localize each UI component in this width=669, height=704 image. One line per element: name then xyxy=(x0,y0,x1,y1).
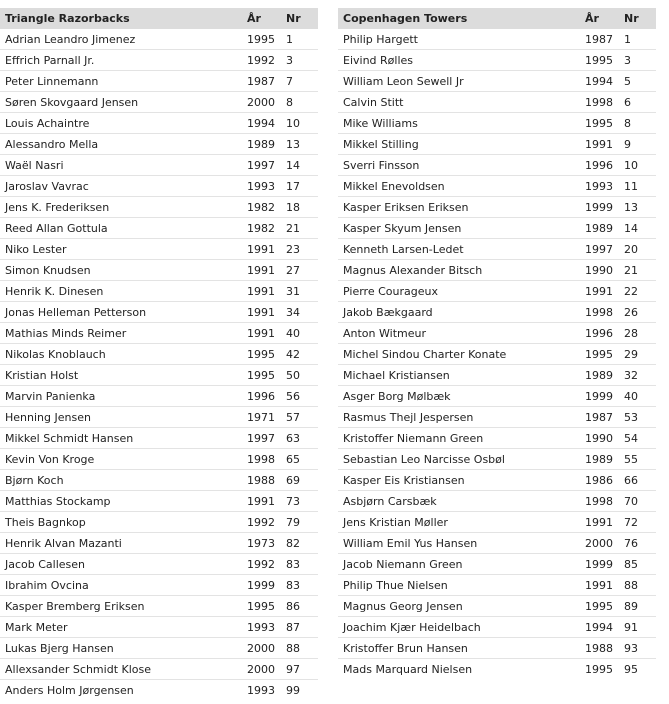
table-row xyxy=(0,365,318,386)
player-name: Nikolas Knoblauch xyxy=(0,344,242,365)
table-row xyxy=(338,407,656,428)
player-number: 40 xyxy=(281,323,318,344)
player-number: 57 xyxy=(281,407,318,428)
table-row xyxy=(338,596,656,617)
player-year: 1992 xyxy=(242,512,281,533)
table-row xyxy=(0,470,318,491)
player-year: 1995 xyxy=(242,344,281,365)
team-name-header: Triangle Razorbacks xyxy=(0,8,242,29)
player-name: Magnus Georg Jensen xyxy=(338,596,580,617)
player-name: Kristoffer Niemann Green xyxy=(338,428,580,449)
player-name: Kristoffer Brun Hansen xyxy=(338,638,580,659)
player-number: 72 xyxy=(619,512,656,533)
player-name: Magnus Alexander Bitsch xyxy=(338,260,580,281)
table-row xyxy=(338,386,656,407)
player-year: 1998 xyxy=(580,302,619,323)
player-year: 2000 xyxy=(242,92,281,113)
player-name: Allexsander Schmidt Klose xyxy=(0,659,242,680)
player-number: 63 xyxy=(281,428,318,449)
table-row xyxy=(338,638,656,659)
player-year: 1995 xyxy=(580,113,619,134)
player-year: 1991 xyxy=(242,260,281,281)
player-number: 20 xyxy=(619,239,656,260)
player-name: Effrich Parnall Jr. xyxy=(0,50,242,71)
player-name: Mark Meter xyxy=(0,617,242,638)
player-name: Bjørn Koch xyxy=(0,470,242,491)
table-row xyxy=(338,617,656,638)
player-name: Philip Hargett xyxy=(338,29,580,50)
player-number: 32 xyxy=(619,365,656,386)
table-row xyxy=(338,449,656,470)
table-row xyxy=(0,260,318,281)
player-year: 1991 xyxy=(580,512,619,533)
player-name: Jonas Helleman Petterson xyxy=(0,302,242,323)
table-row xyxy=(338,50,656,71)
player-number: 83 xyxy=(281,554,318,575)
player-number: 31 xyxy=(281,281,318,302)
table-header-row xyxy=(0,8,318,29)
player-name: Waël Nasri xyxy=(0,155,242,176)
player-year: 1991 xyxy=(580,575,619,596)
player-name: Henning Jensen xyxy=(0,407,242,428)
player-year: 1991 xyxy=(242,281,281,302)
table-row xyxy=(0,428,318,449)
table-row xyxy=(338,344,656,365)
table-row xyxy=(0,407,318,428)
table-row xyxy=(0,50,318,71)
table-row xyxy=(0,92,318,113)
table-row xyxy=(0,176,318,197)
player-name: Kristian Holst xyxy=(0,365,242,386)
player-number: 65 xyxy=(281,449,318,470)
player-name: Adrian Leandro Jimenez xyxy=(0,29,242,50)
player-number: 88 xyxy=(619,575,656,596)
player-number: 83 xyxy=(281,575,318,596)
player-name: Jaroslav Vavrac xyxy=(0,176,242,197)
table-row xyxy=(338,323,656,344)
player-name: Philip Thue Nielsen xyxy=(338,575,580,596)
player-year: 1995 xyxy=(242,365,281,386)
player-name: Peter Linnemann xyxy=(0,71,242,92)
player-name: Theis Bagnkop xyxy=(0,512,242,533)
player-name: Lukas Bjerg Hansen xyxy=(0,638,242,659)
player-year: 1988 xyxy=(242,470,281,491)
player-name: Calvin Stitt xyxy=(338,92,580,113)
player-year: 1998 xyxy=(580,491,619,512)
player-number: 69 xyxy=(281,470,318,491)
player-year: 1993 xyxy=(242,176,281,197)
player-year: 1995 xyxy=(585,662,613,676)
team-name-header: Copenhagen Towers xyxy=(338,8,580,29)
player-number: 10 xyxy=(619,155,656,176)
player-number: 7 xyxy=(281,71,318,92)
player-name: William Leon Sewell Jr xyxy=(338,71,580,92)
player-year: 1993 xyxy=(580,176,619,197)
player-year: 1996 xyxy=(242,386,281,407)
player-name: Jacob Callesen xyxy=(0,554,242,575)
player-year: 1995 xyxy=(580,596,619,617)
table-row xyxy=(338,176,656,197)
player-number: 91 xyxy=(619,617,656,638)
table-row xyxy=(338,365,656,386)
player-year: 2000 xyxy=(580,533,619,554)
table-row xyxy=(338,302,656,323)
table-row xyxy=(0,491,318,512)
player-number: 21 xyxy=(281,218,318,239)
table-row xyxy=(0,596,318,617)
player-year: 1993 xyxy=(247,683,275,697)
player-name: Mike Williams xyxy=(338,113,580,134)
player-name: Kasper Bremberg Eriksen xyxy=(0,596,242,617)
player-list xyxy=(338,29,656,679)
player-name: Sebastian Leo Narcisse Osbøl xyxy=(338,449,580,470)
player-year: 1986 xyxy=(580,470,619,491)
table-row xyxy=(0,386,318,407)
table-row xyxy=(0,29,318,50)
player-number: 56 xyxy=(281,386,318,407)
player-number: 76 xyxy=(619,533,656,554)
table-row xyxy=(0,218,318,239)
player-year: 1992 xyxy=(242,50,281,71)
player-name: Matthias Stockamp xyxy=(0,491,242,512)
player-name: Anders Holm Jørgensen xyxy=(5,683,134,697)
player-year: 1997 xyxy=(242,155,281,176)
player-year: 1996 xyxy=(580,323,619,344)
table-row xyxy=(0,533,318,554)
table-header-row xyxy=(338,8,656,29)
player-name: Mikkel Stilling xyxy=(338,134,580,155)
player-name: Søren Skovgaard Jensen xyxy=(0,92,242,113)
table-row xyxy=(0,134,318,155)
player-name: Jakob Bækgaard xyxy=(338,302,580,323)
table-row xyxy=(338,659,656,680)
player-number: 13 xyxy=(619,197,656,218)
player-year: 1999 xyxy=(580,554,619,575)
player-year: 1987 xyxy=(580,29,619,50)
player-number: 54 xyxy=(619,428,656,449)
player-year: 1994 xyxy=(242,113,281,134)
table-row xyxy=(338,554,656,575)
player-number: 1 xyxy=(619,29,656,50)
player-name: Henrik K. Dinesen xyxy=(0,281,242,302)
table-row xyxy=(338,512,656,533)
table-row xyxy=(0,71,318,92)
player-number: 50 xyxy=(281,365,318,386)
player-number: 11 xyxy=(619,176,656,197)
player-year: 2000 xyxy=(242,638,281,659)
table-row xyxy=(338,491,656,512)
number-column-header: Nr xyxy=(281,8,318,29)
player-name: Jacob Niemann Green xyxy=(338,554,580,575)
player-number: 70 xyxy=(619,491,656,512)
player-number: 85 xyxy=(619,554,656,575)
player-number: 34 xyxy=(281,302,318,323)
player-number: 82 xyxy=(281,533,318,554)
player-number: 9 xyxy=(619,134,656,155)
player-name: Henrik Alvan Mazanti xyxy=(0,533,242,554)
player-name: Ibrahim Ovcina xyxy=(0,575,242,596)
player-year: 1989 xyxy=(580,449,619,470)
player-name: Kevin Von Kroge xyxy=(0,449,242,470)
player-year: 1999 xyxy=(242,575,281,596)
player-year: 1990 xyxy=(580,260,619,281)
player-number: 17 xyxy=(281,176,318,197)
table-row xyxy=(338,155,656,176)
player-year: 1989 xyxy=(580,365,619,386)
player-name: Kenneth Larsen-Ledet xyxy=(338,239,580,260)
player-number: 14 xyxy=(619,218,656,239)
player-year: 1971 xyxy=(242,407,281,428)
player-number: 79 xyxy=(281,512,318,533)
table-row xyxy=(338,281,656,302)
player-year: 1987 xyxy=(242,71,281,92)
table-row xyxy=(338,197,656,218)
table-row xyxy=(338,134,656,155)
player-year: 1995 xyxy=(580,50,619,71)
player-number: 21 xyxy=(619,260,656,281)
player-name: Eivind Rølles xyxy=(338,50,580,71)
player-number: 73 xyxy=(281,491,318,512)
table-row xyxy=(0,113,318,134)
player-number: 22 xyxy=(619,281,656,302)
player-year: 1999 xyxy=(580,386,619,407)
player-name: Jens Kristian Møller xyxy=(338,512,580,533)
player-name: Mathias Minds Reimer xyxy=(0,323,242,344)
player-name: Niko Lester xyxy=(0,239,242,260)
player-number: 89 xyxy=(619,596,656,617)
table-row xyxy=(0,281,318,302)
player-year: 1990 xyxy=(580,428,619,449)
player-number: 93 xyxy=(619,638,656,659)
player-year: 1989 xyxy=(580,218,619,239)
table-row xyxy=(0,155,318,176)
table-row xyxy=(0,239,318,260)
player-number: 42 xyxy=(281,344,318,365)
table-row xyxy=(0,554,318,575)
table-row xyxy=(338,428,656,449)
table-row xyxy=(338,29,656,50)
player-name: Michel Sindou Charter Konate xyxy=(338,344,580,365)
player-year: 1991 xyxy=(242,491,281,512)
table-row xyxy=(0,575,318,596)
player-number: 28 xyxy=(619,323,656,344)
player-year: 1998 xyxy=(580,92,619,113)
player-number: 14 xyxy=(281,155,318,176)
table-row xyxy=(0,449,318,470)
player-year: 1987 xyxy=(580,407,619,428)
table-row xyxy=(0,323,318,344)
table-row xyxy=(0,638,318,659)
player-year: 1995 xyxy=(242,29,281,50)
table-row xyxy=(338,218,656,239)
table-row xyxy=(0,617,318,638)
player-year: 1995 xyxy=(580,344,619,365)
player-name: Kasper Eriksen Eriksen xyxy=(338,197,580,218)
player-year: 1992 xyxy=(242,554,281,575)
player-year: 1993 xyxy=(242,617,281,638)
player-name: Joachim Kjær Heidelbach xyxy=(338,617,580,638)
player-year: 1994 xyxy=(580,71,619,92)
table-row xyxy=(0,197,318,218)
table-row xyxy=(0,302,318,323)
player-name: Alessandro Mella xyxy=(0,134,242,155)
number-column-header: Nr xyxy=(619,8,656,29)
player-name: Mikkel Enevoldsen xyxy=(338,176,580,197)
year-column-header: År xyxy=(580,8,619,29)
player-number: 29 xyxy=(619,344,656,365)
player-number: 87 xyxy=(281,617,318,638)
player-name: Asger Borg Mølbæk xyxy=(338,386,580,407)
table-row xyxy=(338,575,656,596)
player-year: 1982 xyxy=(242,218,281,239)
player-number: 18 xyxy=(281,197,318,218)
player-number: 86 xyxy=(281,596,318,617)
player-name: Asbjørn Carsbæk xyxy=(338,491,580,512)
player-number: 66 xyxy=(619,470,656,491)
player-year: 1997 xyxy=(580,239,619,260)
player-name: Kasper Skyum Jensen xyxy=(338,218,580,239)
player-number: 95 xyxy=(624,662,638,676)
player-name: Kasper Eis Kristiansen xyxy=(338,470,580,491)
player-name: Marvin Panienka xyxy=(0,386,242,407)
player-number: 23 xyxy=(281,239,318,260)
table-row xyxy=(338,470,656,491)
player-year: 1998 xyxy=(242,449,281,470)
player-year: 1996 xyxy=(580,155,619,176)
player-year: 1991 xyxy=(242,239,281,260)
player-name: Jens K. Frederiksen xyxy=(0,197,242,218)
player-name: Mikkel Schmidt Hansen xyxy=(0,428,242,449)
player-year: 1988 xyxy=(580,638,619,659)
table-row xyxy=(338,533,656,554)
player-number: 40 xyxy=(619,386,656,407)
player-year: 1991 xyxy=(580,134,619,155)
player-name: Simon Knudsen xyxy=(0,260,242,281)
table-row xyxy=(0,344,318,365)
player-year: 1991 xyxy=(242,323,281,344)
roster-table-copenhagen-towers xyxy=(338,8,656,679)
player-number: 53 xyxy=(619,407,656,428)
player-name: Anton Witmeur xyxy=(338,323,580,344)
player-number: 55 xyxy=(619,449,656,470)
table-row xyxy=(338,113,656,134)
player-year: 1994 xyxy=(580,617,619,638)
table-row xyxy=(0,680,318,701)
player-name: Rasmus Thejl Jespersen xyxy=(338,407,580,428)
player-name: William Emil Yus Hansen xyxy=(338,533,580,554)
player-year: 1991 xyxy=(580,281,619,302)
player-number: 10 xyxy=(281,113,318,134)
player-name: Sverri Finsson xyxy=(338,155,580,176)
roster-table-triangle-razorbacks xyxy=(0,8,318,700)
player-year: 1973 xyxy=(242,533,281,554)
table-row xyxy=(0,659,318,680)
player-number: 13 xyxy=(281,134,318,155)
player-name: Louis Achaintre xyxy=(0,113,242,134)
player-number: 97 xyxy=(281,659,318,680)
player-year: 1991 xyxy=(242,302,281,323)
player-number: 6 xyxy=(619,92,656,113)
player-number: 3 xyxy=(619,50,656,71)
player-year: 1989 xyxy=(242,134,281,155)
player-list xyxy=(0,29,318,700)
table-row xyxy=(338,71,656,92)
player-number: 3 xyxy=(281,50,318,71)
player-name: Michael Kristiansen xyxy=(338,365,580,386)
player-number: 5 xyxy=(619,71,656,92)
table-row xyxy=(0,512,318,533)
player-year: 1995 xyxy=(242,596,281,617)
player-name: Pierre Courageux xyxy=(338,281,580,302)
player-number: 26 xyxy=(619,302,656,323)
player-number: 27 xyxy=(281,260,318,281)
player-year: 2000 xyxy=(242,659,281,680)
player-number: 88 xyxy=(281,638,318,659)
player-name: Reed Allan Gottula xyxy=(0,218,242,239)
table-row xyxy=(338,239,656,260)
player-number: 8 xyxy=(281,92,318,113)
year-column-header: År xyxy=(242,8,281,29)
player-year: 1999 xyxy=(580,197,619,218)
player-number: 1 xyxy=(281,29,318,50)
player-number: 99 xyxy=(286,683,300,697)
player-name: Mads Marquard Nielsen xyxy=(343,662,473,676)
player-year: 1982 xyxy=(242,197,281,218)
player-year: 1997 xyxy=(242,428,281,449)
player-number: 8 xyxy=(619,113,656,134)
table-row xyxy=(338,260,656,281)
table-row xyxy=(338,92,656,113)
